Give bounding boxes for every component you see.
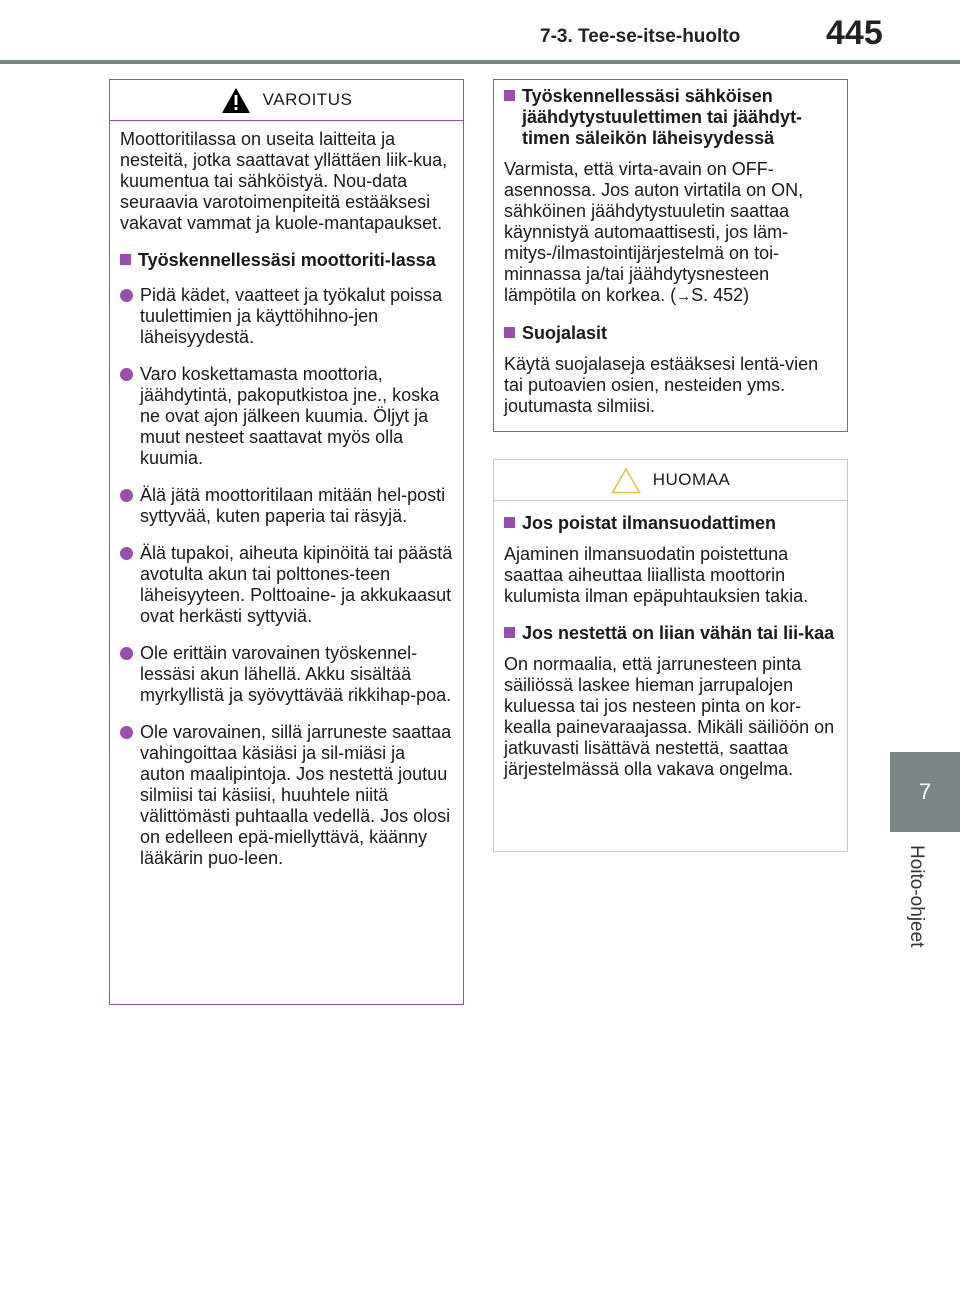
warning-continuation-body bbox=[494, 80, 847, 427]
section-heading-text: Työskennellessäsi sähköisen jäähdytystuulettimen tai jäähdyt-timen säleikön läheisyydessä bbox=[522, 86, 803, 148]
notice-box bbox=[493, 459, 848, 852]
header-divider bbox=[0, 60, 960, 64]
warning-bullet bbox=[120, 722, 453, 869]
chapter-tab[interactable]: 7 bbox=[890, 752, 960, 832]
warning-body bbox=[110, 121, 463, 879]
round-bullet-icon bbox=[120, 368, 133, 381]
section-text bbox=[504, 159, 837, 307]
section-text: Ajaminen ilmansuodatin poistettuna saattaa aiheuttaa liiallista moottorin kulumista ilman epäpuhtauksien takia. bbox=[504, 544, 809, 606]
warning-bullet-text: Älä jätä moottoritilaan mitään hel-posti syttyvää, kuten paperia tai räsyjä. bbox=[140, 485, 446, 526]
arrow-icon: → bbox=[676, 288, 692, 305]
warning-triangle-icon bbox=[221, 87, 251, 114]
warning-bullet-text: Varo koskettamasta moottoria, jäähdytintä, pakoputkistoa jne., koska ne ovat ajon jälkeen kuumia. Öljyt ja muut nesteet saattavat myös olla kuumia. bbox=[140, 364, 440, 468]
round-bullet-icon bbox=[120, 489, 133, 502]
warning-bullet bbox=[120, 485, 453, 527]
section-text-part: Varmista, että virta-avain on OFF-asennossa. Jos auton virtatila on ON, sähköinen jäähdytystuuletin saattaa käynnistyä automaattisesti, jos läm-mitys-/ilmastointijärjestelmä on toi-minnassa ja/tai jäähdytysnesteen lämpötila on korkea. ( bbox=[504, 159, 804, 305]
caution-triangle-icon bbox=[611, 467, 641, 494]
page-reference-link[interactable]: S. 452) bbox=[691, 285, 750, 305]
warning-header bbox=[110, 80, 463, 121]
section-text: On normaalia, että jarrunesteen pinta säiliössä laskee hieman jarrupalojen kuluessa tai jos nesteen pinta on kor-kealla painevaraajassa. Mikäli säiliöön on jatkuvasti lisättävä nestettä, saattaa järjestelmässä olla vakava ongelma. bbox=[504, 654, 835, 779]
round-bullet-icon bbox=[120, 289, 133, 302]
section-heading-text: Jos poistat ilmansuodattimen bbox=[522, 513, 777, 533]
notice-body bbox=[494, 501, 847, 790]
warning-bullet bbox=[120, 364, 453, 469]
notice-title: HUOMAA bbox=[652, 470, 731, 489]
section-heading bbox=[504, 513, 837, 534]
page-number: 445 bbox=[826, 14, 883, 52]
warning-box bbox=[109, 79, 464, 1005]
section-heading bbox=[504, 86, 837, 149]
notice-header bbox=[494, 460, 847, 501]
square-bullet-icon bbox=[504, 90, 515, 101]
square-bullet-icon bbox=[120, 254, 131, 265]
warning-subheading-text: Työskennellessäsi moottoriti-lassa bbox=[138, 250, 436, 270]
warning-bullet-text: Älä tupakoi, aiheuta kipinöitä tai päästä avotulta akun tai polttones-teen läheisyyteen. Polttoaine- ja akkukaasut ovat herkästi syttyviä. bbox=[140, 543, 453, 626]
warning-bullet-text: Pidä kädet, vaatteet ja työkalut poissa tuulettimien ja käyttöhihno-jen läheisyydestä. bbox=[140, 285, 443, 347]
section-title: 7-3. Tee-se-itse-huolto bbox=[540, 26, 741, 47]
warning-bullet bbox=[120, 285, 453, 348]
section-heading bbox=[504, 323, 837, 344]
round-bullet-icon bbox=[120, 647, 133, 660]
warning-subheading bbox=[120, 250, 453, 271]
round-bullet-icon bbox=[120, 726, 133, 739]
round-bullet-icon bbox=[120, 547, 133, 560]
warning-continuation-box bbox=[493, 79, 848, 432]
chapter-label: Hoito-ohjeet bbox=[906, 845, 927, 948]
warning-bullet-text: Ole erittäin varovainen työskennel-lessäsi akun lähellä. Akku sisältää myrkyllistä ja syövyttävää rikkihap-poa. bbox=[140, 643, 452, 705]
warning-title: VAROITUS bbox=[262, 90, 353, 109]
section-text: Käytä suojalaseja estääksesi lentä-vien tai putoavien osien, nesteiden yms. joutumasta silmiisi. bbox=[504, 354, 819, 416]
warning-intro: Moottoritilassa on useita laitteita ja nesteitä, jotka saattavat yllättäen liik-kua, kuumentua tai sähköistyä. Nou-data seuraavia varotoimenpiteitä estääksesi vakavat vammat ja kuole-mantapaukset. bbox=[120, 129, 448, 233]
square-bullet-icon bbox=[504, 627, 515, 638]
warning-bullet bbox=[120, 543, 453, 627]
section-heading bbox=[504, 623, 837, 644]
square-bullet-icon bbox=[504, 517, 515, 528]
square-bullet-icon bbox=[504, 327, 515, 338]
warning-bullet-text: Ole varovainen, sillä jarruneste saattaa vahingoittaa käsiäsi ja sil-miäsi ja auton maalipintoja. Jos nestettä joutuu silmiisi tai käsiisi, huuhtele niitä välittömästi puhtaalla vedellä. Jos olosi on edelleen epä-miellyttävä, käänny lääkärin puo-leen. bbox=[140, 722, 452, 868]
section-heading-text: Jos nestettä on liian vähän tai lii-kaa bbox=[522, 623, 835, 643]
section-heading-text: Suojalasit bbox=[522, 323, 608, 343]
warning-bullet bbox=[120, 643, 453, 706]
